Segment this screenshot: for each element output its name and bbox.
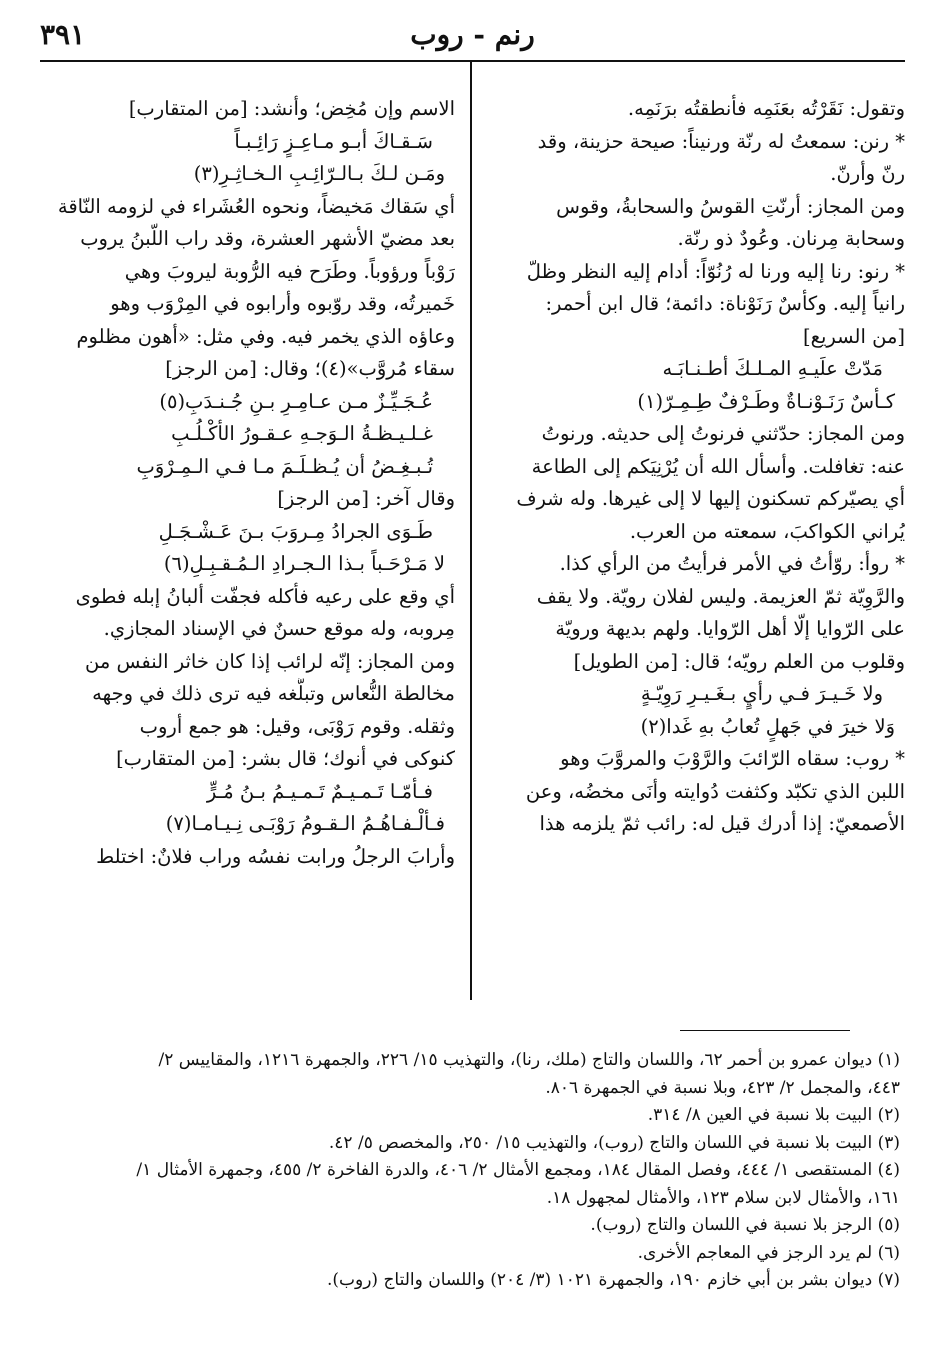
text-line: كنوكى في أنوك؛ قال بشر: [من المتقارب] bbox=[116, 747, 455, 770]
header-rule bbox=[40, 60, 905, 62]
text-line: رنّ وأرنّ. bbox=[830, 162, 905, 185]
footnote-line: ٤٤٣، والمجمل ٢/ ٤٢٣، وبلا نسبة في الجمهرة ٨٠٦. bbox=[545, 1077, 900, 1098]
verse-line: فـأمّـا تَـمـيـمٌ تَـمـيـمُ بـنُ مُـرٍّ bbox=[206, 779, 433, 803]
entry-line: * رنن: سمعتُ له رنّة ورنيناً: صيحة حزينة، وقد bbox=[537, 129, 905, 153]
text-line: ومن المجاز: إنّه لرائب إذا كان خاثر النفس من bbox=[85, 649, 455, 673]
text-line: بعد مضيّ الأشهر العشرة، وقد راب اللّبنُ يروب bbox=[80, 227, 455, 250]
text-line: أي سَقاك مَخيضاً، ونحوه العُشَراء في لزومه النّاقة bbox=[57, 194, 455, 218]
verse-line: غـلـيـظـةُ الـوَجـهِ عـقـورُ الأكْـلُـبِ bbox=[171, 422, 433, 445]
verse-line: سَـقـاكَ أبـو مـاعِـزٍ رَائِـبـاً bbox=[234, 129, 433, 153]
verse-line: وَلا خيرَ في جَهلٍ تُعابُ بهِ غَدا(٢) bbox=[640, 714, 895, 738]
verse-line: تُـبـغِـضُ أن يُـظـلَـمَ مـا فـي الـمِـرْوَبِ bbox=[136, 454, 433, 478]
verse-line: كـأسٌ رَنَـوْنـاةٌ وطَـرْفٌ طِـمِـرّ(١) bbox=[637, 389, 895, 413]
text-line: وسحابة مِرنان. وعُودٌ ذو رنّة. bbox=[677, 227, 905, 250]
entry-line: * روب: سقاه الرّائبَ والرَّوْبَ والمروَّبَ وهو bbox=[560, 747, 905, 770]
text-line: وعاؤه الذي يخمر فيه. وفي مثل: «أهون مظلوم bbox=[76, 324, 455, 348]
text-line: الأصمعيّ: إذا أدرك قيل له: رائب ثمّ يلزمه هذا bbox=[539, 812, 905, 835]
text-line: عنه: تغافلت. وأسأل الله أن يُرْنِيَكم إلى الطاعة bbox=[531, 454, 905, 478]
footnote-rule bbox=[680, 1030, 850, 1031]
right-column bbox=[490, 93, 905, 841]
text-line: وقال آخر: [من الرجز] bbox=[277, 487, 455, 510]
verse-line: عُـجَـيِّـزٌ مـن عـامِـرِ بـنِ جُـنـدَبِ(٥) bbox=[159, 389, 433, 413]
text-line: ومن المجاز: أرنّتِ القوسُ والسحابةُ، وقوس bbox=[556, 194, 905, 218]
entry-line: * روأ: روّأتُ في الأمر فرأيتُ من الرأي كذا. bbox=[559, 552, 905, 575]
text-line: اللبن الذي تكبّد وكثفت دُوايته وأنَى مخضُه، وعن bbox=[525, 779, 905, 803]
text-line: مِروبه، وله موقع حسنٌ في الإسناد المجازي. bbox=[103, 617, 455, 640]
verse-line: ومَـن لـكَ بـالـرّائِـبِ الـخـاثِـرِ(٣) bbox=[193, 162, 445, 185]
text-line: أي يصيّركم تسكنون إليها لا إلى غيرها. وله شرف bbox=[516, 487, 905, 510]
verse-line: ولا خَـيـرَ فـي رأيٍ بـغَـيـرِ رَوِيّـةٍ bbox=[640, 682, 883, 705]
text-line: سقاء مُروَّب»(٤)؛ وقال: [من الرجز] bbox=[165, 357, 455, 380]
text-line: أي وقع على رعيه فأكله فجفّت ألبانُ إبله فطوى bbox=[75, 584, 455, 608]
text-line: وتقول: نَقَرْتُه بعَنَمِه فأنطقتُه برَنَمِه. bbox=[627, 97, 905, 120]
running-head: رنم - روب bbox=[410, 18, 535, 51]
text-line: والرَّوِيّة ثمّ العزيمة. وليس لفلان رويّة. ولا يقف bbox=[536, 584, 905, 608]
footnote-line: (١) ديوان عمرو بن أحمر ٦٢، واللسان والتاج (ملك، رنا)، والتهذيب ١٥/ ٢٢٦، والجمهرة ١٢١٦، والمقاييس ٢/ bbox=[158, 1050, 900, 1070]
page-header bbox=[40, 14, 905, 58]
footnote-line: ١٦١، والأمثال لابن سلام ١٢٣، والأمثال لمجهول ١٨. bbox=[546, 1187, 900, 1208]
text-line: الاسم وإن مُخِض؛ وأنشد: [من المتقارب] bbox=[128, 97, 455, 120]
footnote-line: (٦) لم يرد الرجز في المعاجم الأخرى. bbox=[637, 1242, 900, 1263]
text-line: يُراني الكواكبَ، سمعته من العرب. bbox=[629, 519, 905, 543]
text-line: وأرابَ الرجلُ ورابت نفسُه وراب فلانٌ: اختلط bbox=[96, 844, 455, 868]
text-line: مخالطة النُّعاس وتبلُّغه فيه ترى ذلك في وجهه bbox=[92, 682, 455, 705]
page-number: ٣٩١ bbox=[40, 18, 86, 51]
footnote-line: (٤) المستقصى ١/ ٤٤٤، وفصل المقال ١٨٤، ومجمع الأمثال ٢/ ٤٠٦، والدرة الفاخرة ٢/ ٤٥٥، وجمهرة الأمثال ١/ bbox=[136, 1160, 900, 1180]
footnote-line: (٥) الرجز بلا نسبة في اللسان والتاج (روب). bbox=[590, 1215, 900, 1235]
text-line: خَميرتُه، وقد روّبوه وأرابوه في المِرْوَب وهو bbox=[110, 292, 455, 315]
meter-label: [من السريع] bbox=[802, 324, 905, 348]
verse-line: طَـوَى الجرادُ مِـروَبَ بـنَ عَـشْـجَـلِ bbox=[158, 519, 433, 543]
text-line: رَوْباً ورؤوباً. وطَرَح فيه الرُّوبة ليروبَ وهي bbox=[124, 259, 455, 283]
verse-line: فـألْـفـاهُـمُ الـقـومُ رَوْبَـى نِـيـامـا(٧) bbox=[165, 812, 445, 835]
text-line: وثقله. وقوم رَوْبَى، وقيل: هو جمع أروب bbox=[139, 714, 455, 738]
entry-line: * رنو: رنا إليه ورنا له رُنُوّاً: أدام إليه النظر وظلّ bbox=[526, 259, 905, 283]
text-line: ومن المجاز: حدّثني فرنوتُ إلى حديثه. ورنوتُ bbox=[541, 422, 905, 445]
verse-line: مَدّتْ علَيـهِ المـلـكَ أطـنـابَـه bbox=[662, 357, 883, 380]
footnote-line: (٧) ديوان بشر بن أبي خازم ١٩٠، والجمهرة ١٠٢١ (٣/ ٢٠٤) واللسان والتاج (روب). bbox=[326, 1270, 900, 1290]
footnote-line: (٢) البيت بلا نسبة في العين ٨/ ٣١٤. bbox=[647, 1105, 900, 1125]
text-line: وقلوب من العلم رويّه؛ قال: [من الطويل] bbox=[573, 649, 905, 673]
footnotes bbox=[45, 1047, 900, 1295]
left-column bbox=[45, 93, 455, 873]
verse-line: لا مَـرْحَـباً بـذا الـجـرادِ الـمُـقـبِـلِ(٦) bbox=[163, 552, 445, 575]
text-line: رانياً إليه. وكأسٌ رَنَوْناة: دائمة؛ قال ابن أحمر: bbox=[545, 292, 905, 315]
footnote-line: (٣) البيت بلا نسبة في اللسان والتاج (روب)، والتهذيب ١٥/ ٢٥٠، والمخصص ٥/ ٤٢. bbox=[328, 1132, 900, 1153]
column-divider bbox=[470, 60, 472, 1000]
text-line: على الرّوايا إلّا أهل الرّوايا. ولهم بديهة ورويّة bbox=[555, 617, 905, 640]
